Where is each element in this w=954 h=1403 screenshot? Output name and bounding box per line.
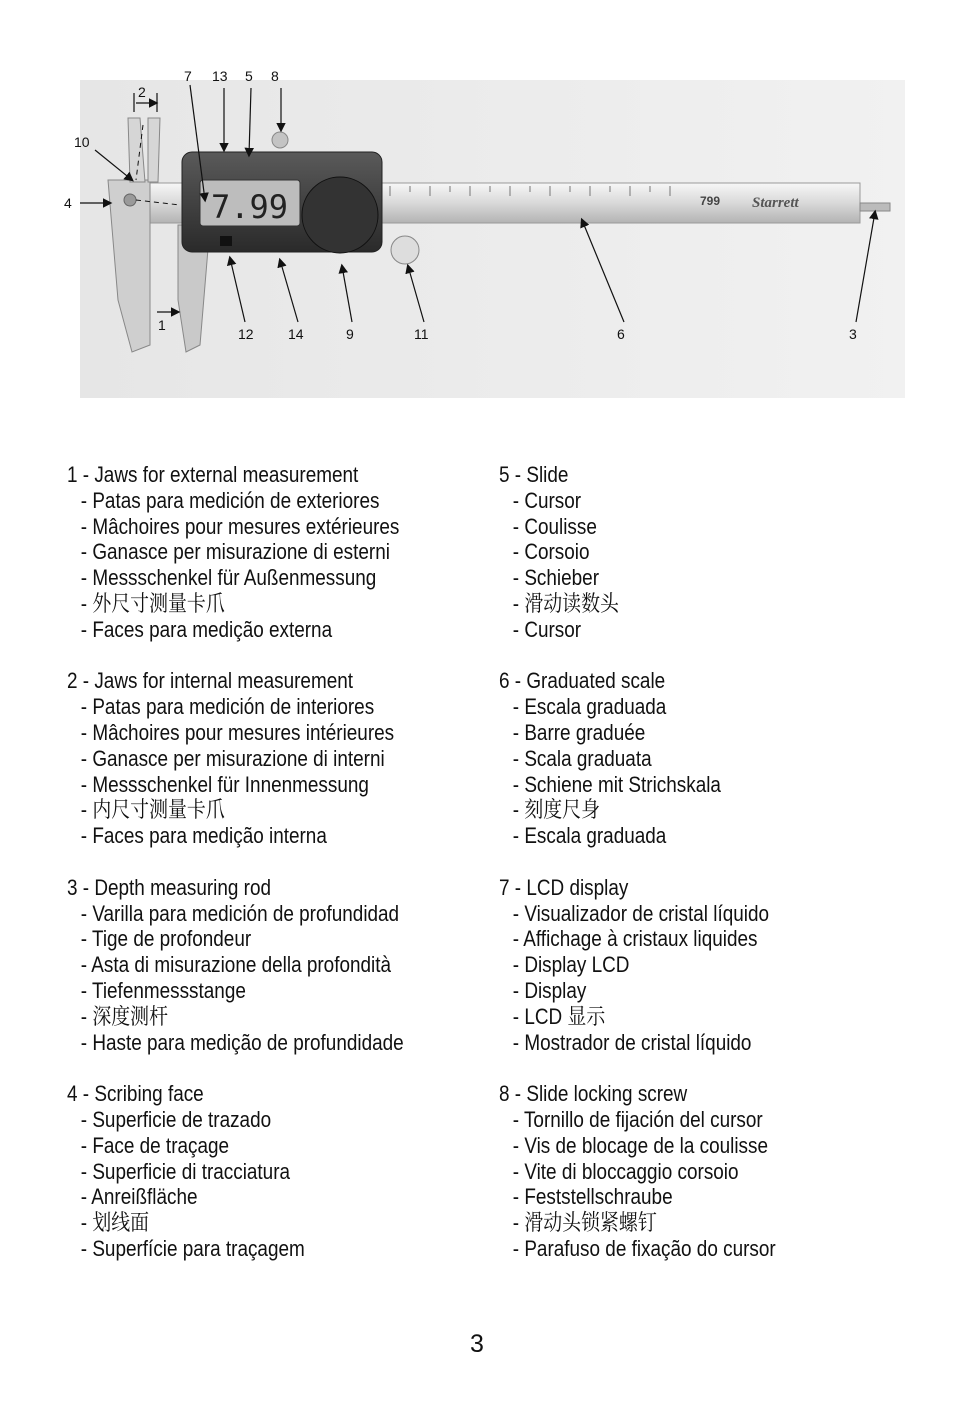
translation-es: - Tornillo de fijación del cursor <box>512 1106 763 1132</box>
fine-adjust-roller <box>391 236 419 264</box>
callout-11: 11 <box>414 326 429 342</box>
legend-column-right <box>499 462 776 1288</box>
translation-zh: - 刻度尺身 <box>512 797 601 823</box>
translation-fr: - Barre graduée <box>512 719 646 745</box>
callout-2: 2 <box>138 84 146 100</box>
callout-5: 5 <box>245 68 253 84</box>
scale-model-label: 799 <box>700 194 721 208</box>
translation-it: - Ganasce per misurazione di esterni <box>80 539 390 565</box>
inside-jaw-slide <box>148 118 160 182</box>
lock-screw <box>272 132 288 148</box>
callout-4: 4 <box>64 195 72 211</box>
translation-de: - Messschenkel für Außenmessung <box>80 565 377 591</box>
translation-de: - Schieber <box>512 565 600 591</box>
translation-de: - Anreißfläche <box>80 1184 198 1210</box>
depth-rod <box>860 203 890 211</box>
translation-pt: - Haste para medição de profundidade <box>80 1029 404 1055</box>
caliper-figure <box>0 0 954 420</box>
translation-es: - Cursor <box>512 487 582 513</box>
translation-fr: - Tige de profondeur <box>80 926 252 952</box>
callout-10: 10 <box>74 134 90 150</box>
translation-fr: - Vis de blocage de la coulisse <box>512 1132 768 1158</box>
legend-item-7 <box>499 875 776 1056</box>
translation-es: - Patas para medición de exteriores <box>80 487 380 513</box>
callout-9: 9 <box>346 326 354 342</box>
translation-fr: - Mâchoires pour mesures intérieures <box>80 719 395 745</box>
translation-de: - Display <box>512 977 587 1003</box>
translation-zh: - 划线面 <box>80 1210 150 1236</box>
legend-item-6 <box>499 668 776 849</box>
translation-es: - Patas para medición de interiores <box>80 694 375 720</box>
scale-brand-label: Starrett <box>752 195 799 211</box>
legend-item-2 <box>67 668 404 849</box>
translation-it: - Display LCD <box>512 952 630 978</box>
scribing-screw <box>124 194 136 206</box>
legend-heading: 8 - Slide locking screw <box>499 1081 688 1107</box>
legend-item-4 <box>67 1081 404 1262</box>
callout-3: 3 <box>849 326 857 342</box>
translation-es: - Varilla para medición de profundidad <box>80 900 400 926</box>
on-off-button <box>220 236 232 246</box>
translation-de: - Tiefenmessstange <box>80 977 246 1003</box>
translation-pt: - Faces para medição externa <box>80 616 333 642</box>
translation-de: - Schiene mit Strichskala <box>512 771 721 797</box>
callout-14: 14 <box>288 326 304 342</box>
callout-7: 7 <box>184 68 192 84</box>
legend-heading: 1 - Jaws for external measurement <box>67 462 359 487</box>
legend-heading: 3 - Depth measuring rod <box>67 874 272 900</box>
legend-heading: 5 - Slide <box>499 462 569 487</box>
translation-it: - Superficie di tracciatura <box>80 1158 291 1184</box>
translation-pt: - Parafuso de fixação do cursor <box>512 1235 776 1261</box>
translation-it: - Corsoio <box>512 539 590 565</box>
legend-heading: 6 - Graduated scale <box>499 668 666 694</box>
translation-fr: - Affichage à cristaux liquides <box>512 926 758 952</box>
callout-13: 13 <box>212 68 228 84</box>
translation-es: - Superficie de trazado <box>80 1106 272 1132</box>
lcd-reading: 7.99 <box>210 188 288 226</box>
legend-heading: 2 - Jaws for internal measurement <box>67 668 354 694</box>
page-number: 3 <box>470 1330 484 1358</box>
translation-de: - Messschenkel für Innenmessung <box>80 771 369 797</box>
translation-pt: - Superfície para traçagem <box>80 1235 305 1261</box>
thumb-wheel <box>302 177 378 253</box>
translation-zh: - 内尺寸测量卡爪 <box>80 797 225 823</box>
translation-pt: - Mostrador de cristal líquido <box>512 1029 752 1055</box>
legend-heading: 4 - Scribing face <box>67 1081 204 1107</box>
callout-1: 1 <box>158 317 166 333</box>
callout-6: 6 <box>617 326 625 342</box>
legend-item-8 <box>499 1081 776 1262</box>
translation-fr: - Mâchoires pour mesures extérieures <box>80 513 400 539</box>
translation-fr: - Coulisse <box>512 513 597 539</box>
legend-item-3 <box>67 875 404 1056</box>
translation-zh: - LCD 显示 <box>512 1003 606 1029</box>
translation-zh: - 滑动读数头 <box>512 590 619 616</box>
legend-column-left <box>67 462 404 1288</box>
translation-pt: - Escala graduada <box>512 823 667 849</box>
callout-8: 8 <box>271 68 279 84</box>
translation-it: - Ganasce per misurazione di interni <box>80 745 385 771</box>
translation-es: - Visualizador de cristal líquido <box>512 900 770 926</box>
translation-it: - Scala graduata <box>512 745 652 771</box>
translation-it: - Vite di bloccaggio corsoio <box>512 1158 739 1184</box>
translation-es: - Escala graduada <box>512 694 667 720</box>
translation-fr: - Face de traçage <box>80 1132 230 1158</box>
translation-zh: - 深度测杆 <box>80 1003 169 1029</box>
legend-item-1 <box>67 462 404 643</box>
legend-item-5 <box>499 462 776 643</box>
callout-12: 12 <box>238 326 254 342</box>
translation-de: - Feststellschraube <box>512 1184 673 1210</box>
translation-pt: - Cursor <box>512 616 582 642</box>
legend-heading: 7 - LCD display <box>499 874 629 900</box>
translation-it: - Asta di misurazione della profondità <box>80 952 392 978</box>
translation-zh: - 外尺寸测量卡爪 <box>80 590 225 616</box>
translation-pt: - Faces para medição interna <box>80 823 327 849</box>
translation-zh: - 滑动头锁紧螺钉 <box>512 1210 657 1236</box>
